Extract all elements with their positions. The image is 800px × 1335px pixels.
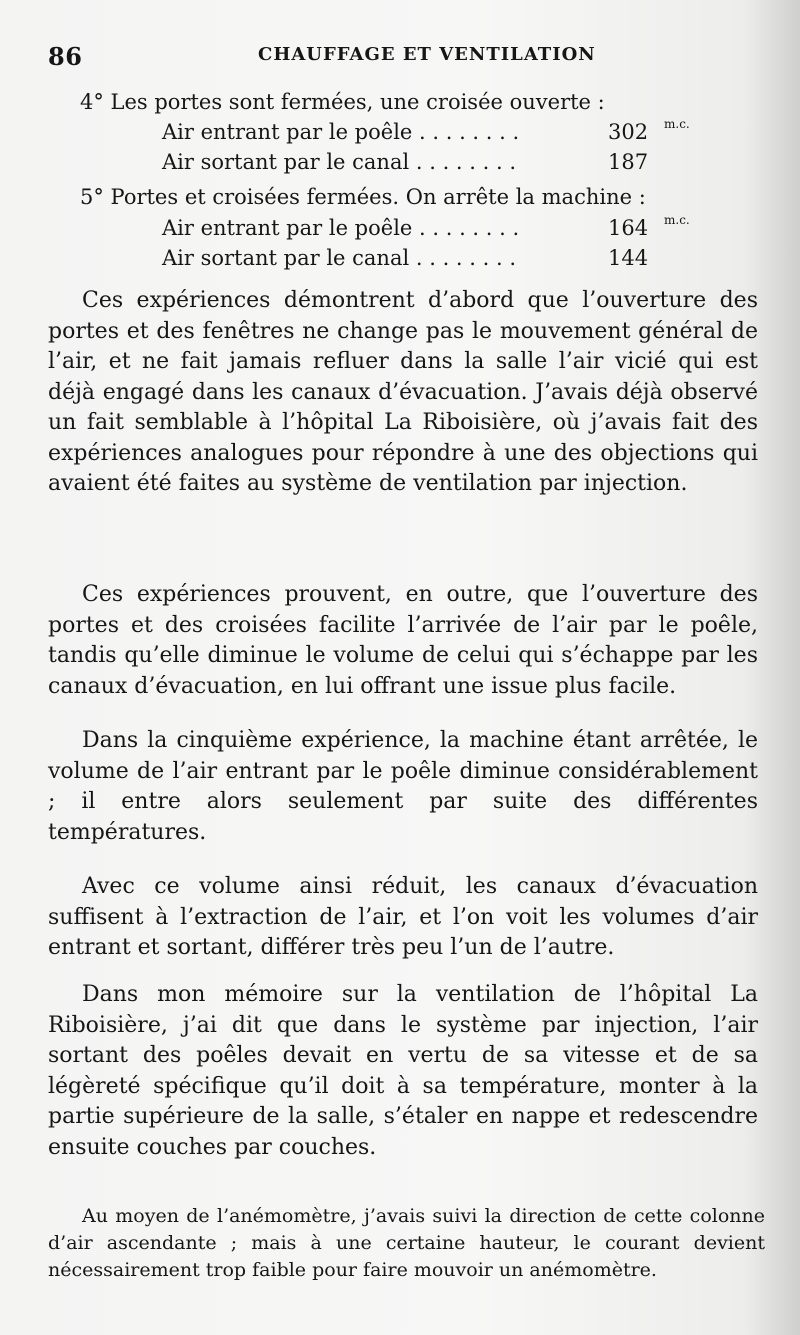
- measurement-row-value: 187: [608, 150, 649, 174]
- measurement-unit: m.c.: [664, 117, 690, 131]
- measurement-row-label: Air sortant par le canal . . . . . . . .: [162, 246, 516, 270]
- measurement-unit: m.c.: [664, 213, 690, 227]
- paragraph-1: Ces expériences démontrent d’abord que l’ouverture des portes et des fenêtres ne change pas le mouvement général de l’air, et ne fait jamais refluer dans la salle l’air vicié qui est déjà engagé dans les canaux d’évacuation. J’avais déjà observé un fait semblable à l’hôpital La Riboisière, où j’avais fait des expériences analogues pour répondre à une des objections qui avaient été faites au système de ventilation par injection.: [48, 288, 758, 496]
- measurement-row-label: Air entrant par le poêle . . . . . . . .: [162, 216, 520, 240]
- measurement-heading-5: 5° Portes et croisées fermées. On arrête la machine :: [80, 185, 646, 209]
- paragraph-6: Au moyen de l’anémomètre, j’avais suivi la direction de cette colonne d’air ascendante ; mais à une certaine hauteur, le courant devient nécessairement trop faible pour faire mouvoir un anémomètre.: [48, 1205, 765, 1281]
- paragraph-4: Avec ce volume ainsi réduit, les canaux d’évacuation suffisent à l’extraction de l’air, et l’on voit les volumes d’air entrant et sortant, différer très peu l’un de l’autre.: [48, 874, 758, 960]
- measurement-row-value: 302: [608, 120, 649, 144]
- paragraph-5: Dans mon mémoire sur la ventilation de l’hôpital La Riboisière, j’ai dit que dans le système par injection, l’air sortant des poêles devait en vertu de sa vitesse et de sa légèreté spécifique qu’il doit à sa température, monter à la partie supérieure de la salle, s’étaler en nappe et redescendre ensuite couches par couches.: [48, 982, 758, 1160]
- paragraph-3: Dans la cinquième expérience, la machine étant arrêtée, le volume de l’air entrant par le poêle diminue considérablement ; il entre alors seulement par suite des différentes températures.: [48, 728, 758, 845]
- measurement-row-label: Air sortant par le canal . . . . . . . .: [162, 150, 516, 174]
- measurement-row-value: 144: [608, 246, 649, 270]
- running-header: CHAUFFAGE ET VENTILATION: [258, 44, 596, 65]
- page-number: 86: [48, 42, 83, 71]
- measurement-heading-4: 4° Les portes sont fermées, une croisée ouverte :: [80, 90, 605, 114]
- measurement-row-label: Air entrant par le poêle . . . . . . . .: [162, 120, 520, 144]
- paragraph-2: Ces expériences prouvent, en outre, que l’ouverture des portes et des croisées facilite l’arrivée de l’air par le poêle, tandis qu’elle diminue le volume de celui qui s’échappe par les canaux d’évacuation, en lui offrant une issue plus facile.: [48, 582, 758, 699]
- measurement-row-value: 164: [608, 216, 649, 240]
